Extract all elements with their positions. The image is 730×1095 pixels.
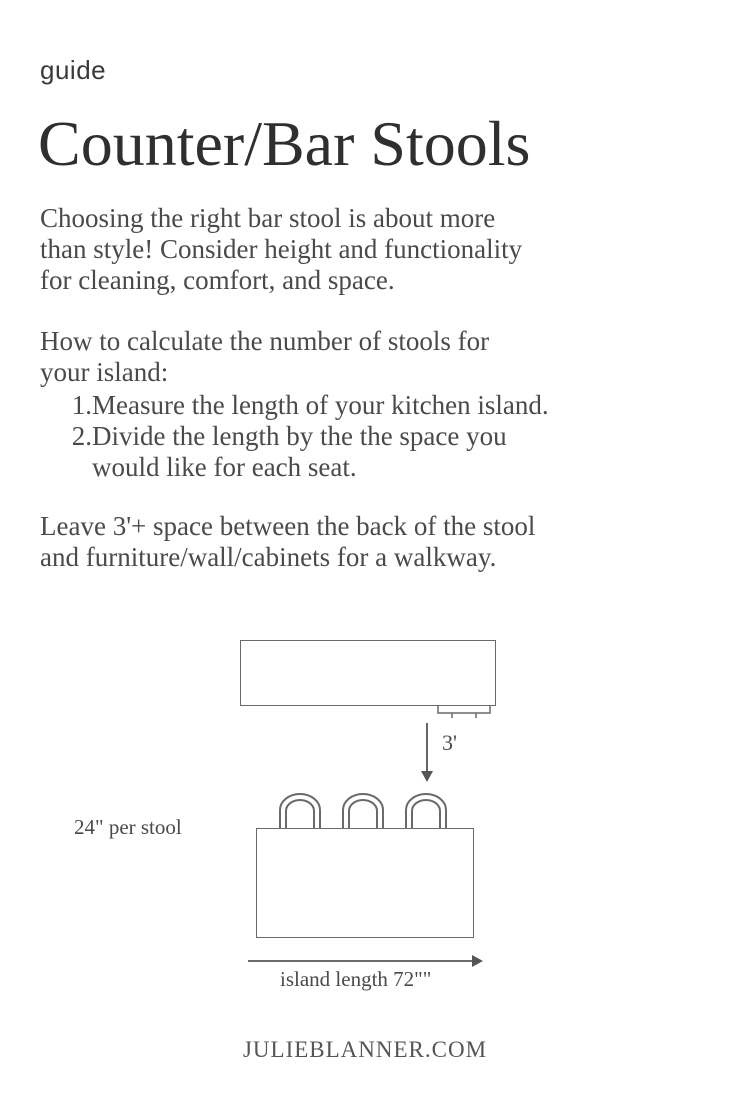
step-number: 2.: [71, 421, 92, 451]
stool-icon: [406, 794, 446, 828]
page-title: Counter/Bar Stools: [38, 108, 531, 179]
step-text-line: Divide the length by the the space you: [92, 421, 507, 451]
list-item: [70, 421, 670, 483]
site-footer: JULIEBLANNER.COM: [242, 1037, 488, 1062]
intro-line: for cleaning, comfort, and space.: [40, 265, 395, 295]
island-rect: [256, 828, 474, 938]
step-text-line: would like for each seat.: [92, 452, 357, 482]
intro-line: than style! Consider height and functionality: [40, 234, 523, 264]
per-stool-label: 24" per stool: [74, 815, 182, 839]
walkway-paragraph: [40, 511, 620, 573]
cabinet-base-icon: [436, 705, 492, 719]
calculation-lead: [40, 326, 620, 388]
intro-line: Choosing the right bar stool is about more: [40, 203, 496, 233]
step-number: 1.: [71, 390, 92, 420]
walkway-line: Leave 3'+ space between the back of the stool: [40, 511, 536, 541]
eyebrow-label: guide: [40, 55, 107, 85]
step-text: Measure the length of your kitchen island.: [92, 390, 549, 420]
step-text: [92, 421, 507, 483]
wall-cabinet-rect: [240, 640, 496, 706]
stool-icon: [280, 794, 320, 828]
island-length-label: island length 72"": [280, 967, 432, 991]
intro-paragraph: [40, 203, 620, 296]
list-item: [70, 390, 670, 421]
steps-list: [70, 390, 670, 483]
island-length-arrow-icon: [248, 954, 484, 968]
island-diagram: [0, 600, 730, 1020]
calculation-lead-line: How to calculate the number of stools for: [40, 326, 490, 356]
clearance-label: 3': [442, 730, 457, 755]
stools-group: [270, 792, 470, 832]
stool-icon: [343, 794, 383, 828]
calculation-lead-line: your island:: [40, 357, 169, 387]
clearance-arrow-icon: [420, 723, 434, 783]
walkway-line: and furniture/wall/cabinets for a walkway.: [40, 542, 497, 572]
